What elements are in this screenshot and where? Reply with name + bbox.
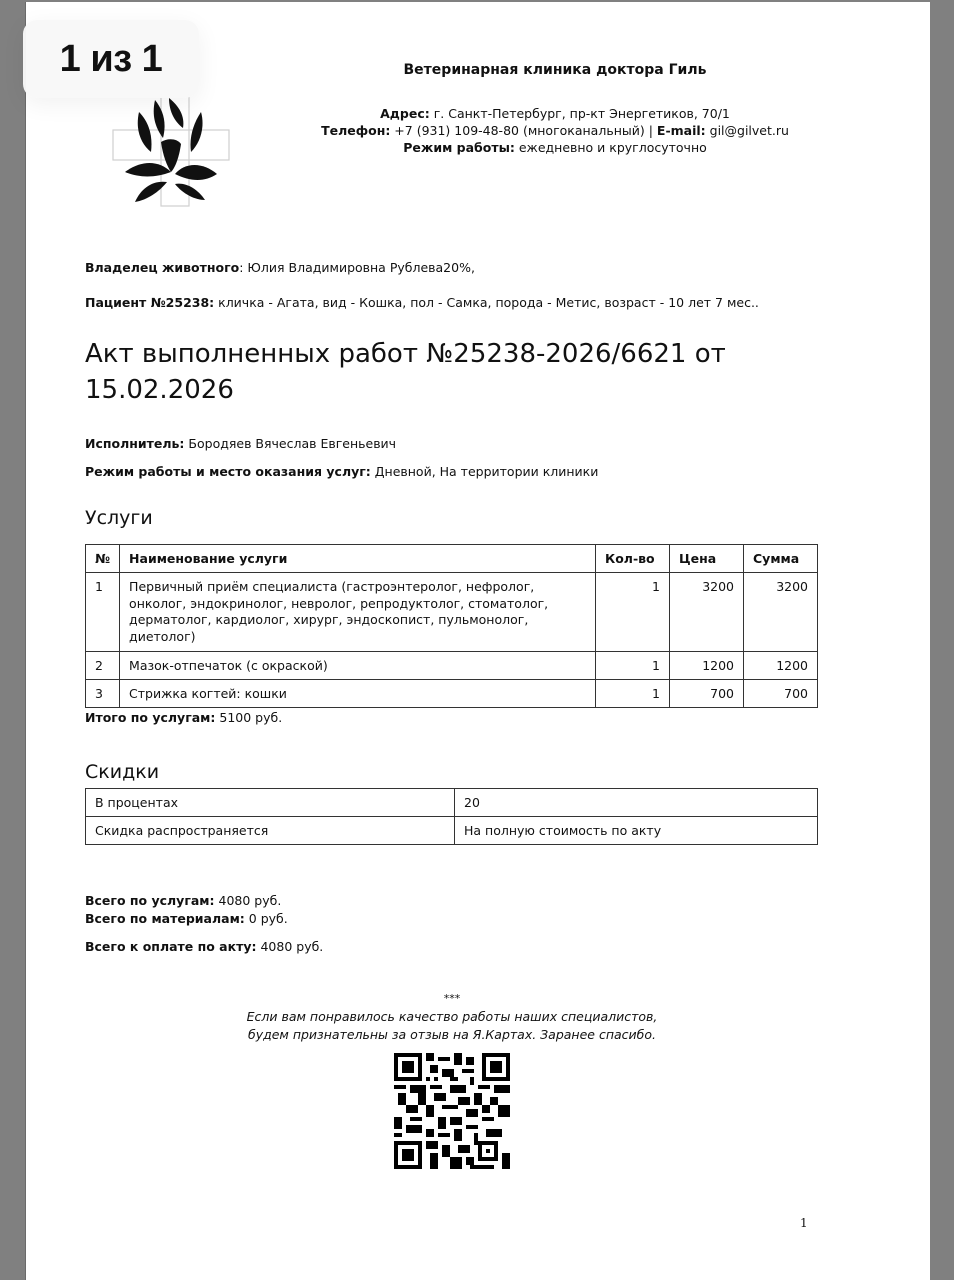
executor-label: Исполнитель: xyxy=(85,436,185,451)
total-materials-value: 0 руб. xyxy=(244,911,288,926)
service-qty: 1 xyxy=(596,680,670,708)
owner-value: : Юлия Владимировна Рублева20%, xyxy=(239,260,475,275)
separator-stars: *** xyxy=(443,992,461,1005)
clinic-address xyxy=(300,105,810,122)
col-price: Цена xyxy=(670,545,744,573)
work-mode-label: Режим работы и место оказания услуг: xyxy=(85,464,371,479)
clinic-header xyxy=(300,62,810,156)
discounts-heading: Скидки xyxy=(85,761,160,783)
work-mode-line xyxy=(85,464,598,479)
service-qty: 1 xyxy=(596,652,670,680)
service-qty: 1 xyxy=(596,573,670,652)
service-price: 3200 xyxy=(670,573,744,652)
table-header-row xyxy=(86,545,818,573)
col-quantity: Кол-во xyxy=(596,545,670,573)
email-value: gil@gilvet.ru xyxy=(705,123,789,138)
clinic-logo-lotus-icon xyxy=(105,92,237,210)
address-value: г. Санкт-Петербург, пр-кт Энергетиков, 70/1 xyxy=(429,106,730,121)
service-price: 700 xyxy=(670,680,744,708)
total-payment-label: Всего к оплате по акту: xyxy=(85,939,257,954)
clinic-contacts xyxy=(300,122,810,139)
total-payment-line xyxy=(85,939,323,954)
service-sum: 1200 xyxy=(744,652,818,680)
work-mode-value: Дневной, На территории клиники xyxy=(370,464,599,479)
review-request xyxy=(200,990,704,1044)
discount-value: На полную стоимость по акту xyxy=(455,817,818,845)
col-sum: Сумма xyxy=(744,545,818,573)
table-row xyxy=(86,573,818,652)
subtotal-value: 5100 руб. xyxy=(215,710,283,725)
act-title: Акт выполненных работ №25238-2026/6621 от 15.02.2026 xyxy=(85,339,726,405)
total-materials-label: Всего по материалам: xyxy=(85,911,245,926)
patient-label: Пациент №25238: xyxy=(85,295,215,310)
total-payment-value: 4080 руб. xyxy=(256,939,324,954)
review-line-2: будем признательны за отзыв на Я.Картах. Заранее спасибо. xyxy=(247,1027,656,1042)
col-number: № xyxy=(86,545,120,573)
total-materials-line xyxy=(85,911,288,926)
phone-label: Телефон: xyxy=(321,123,391,138)
total-services-label: Всего по услугам: xyxy=(85,893,215,908)
service-name: Мазок-отпечаток (с окраской) xyxy=(120,652,596,680)
table-row xyxy=(86,817,818,845)
services-table xyxy=(85,544,818,708)
executor-value: Бородяев Вячеслав Евгеньевич xyxy=(184,436,397,451)
patient-value: кличка - Агата, вид - Кошка, пол - Самка, порода - Метис, возраст - 10 лет 7 мес.. xyxy=(214,295,759,310)
owner-line xyxy=(85,260,475,275)
service-name: Первичный приём специалиста (гастроэнтеролог, нефролог, онколог, эндокринолог, невролог, репродуктолог, стоматолог, дерматолог, кардиолог, хирург, эндоскопист, пульмонолог, диетолог) xyxy=(120,573,596,652)
page-number: 1 xyxy=(800,1216,808,1230)
patient-line xyxy=(85,295,759,310)
qr-code-icon[interactable] xyxy=(394,1053,510,1169)
subtotal-label: Итого по услугам: xyxy=(85,710,216,725)
service-price: 1200 xyxy=(670,652,744,680)
discount-label: Скидка распространяется xyxy=(86,817,455,845)
row-number: 3 xyxy=(86,680,120,708)
row-number: 2 xyxy=(86,652,120,680)
page-counter-badge: 1 из 1 xyxy=(23,20,199,98)
services-subtotal xyxy=(85,710,282,725)
discount-value: 20 xyxy=(455,789,818,817)
clinic-hours xyxy=(300,139,810,156)
service-name: Стрижка когтей: кошки xyxy=(120,680,596,708)
phone-value: +7 (931) 109-48-80 (многоканальный) | xyxy=(390,123,657,138)
col-service-name: Наименование услуги xyxy=(120,545,596,573)
discounts-table xyxy=(85,788,818,845)
table-row xyxy=(86,652,818,680)
total-services-value: 4080 руб. xyxy=(214,893,282,908)
owner-label: Владелец животного xyxy=(85,260,240,275)
service-sum: 700 xyxy=(744,680,818,708)
services-heading: Услуги xyxy=(85,507,153,529)
clinic-name: Ветеринарная клиника доктора Гиль xyxy=(403,62,707,78)
hours-value: ежедневно и круглосуточно xyxy=(514,140,707,155)
table-row xyxy=(86,680,818,708)
email-label: E-mail: xyxy=(656,123,706,138)
discount-label: В процентах xyxy=(86,789,455,817)
row-number: 1 xyxy=(86,573,120,652)
address-label: Адрес: xyxy=(380,106,430,121)
review-line-1: Если вам понравилось качество работы наших специалистов, xyxy=(246,1009,658,1024)
table-row xyxy=(86,789,818,817)
hours-label: Режим работы: xyxy=(403,140,515,155)
executor-line xyxy=(85,436,396,451)
total-services-line xyxy=(85,893,281,908)
service-sum: 3200 xyxy=(744,573,818,652)
